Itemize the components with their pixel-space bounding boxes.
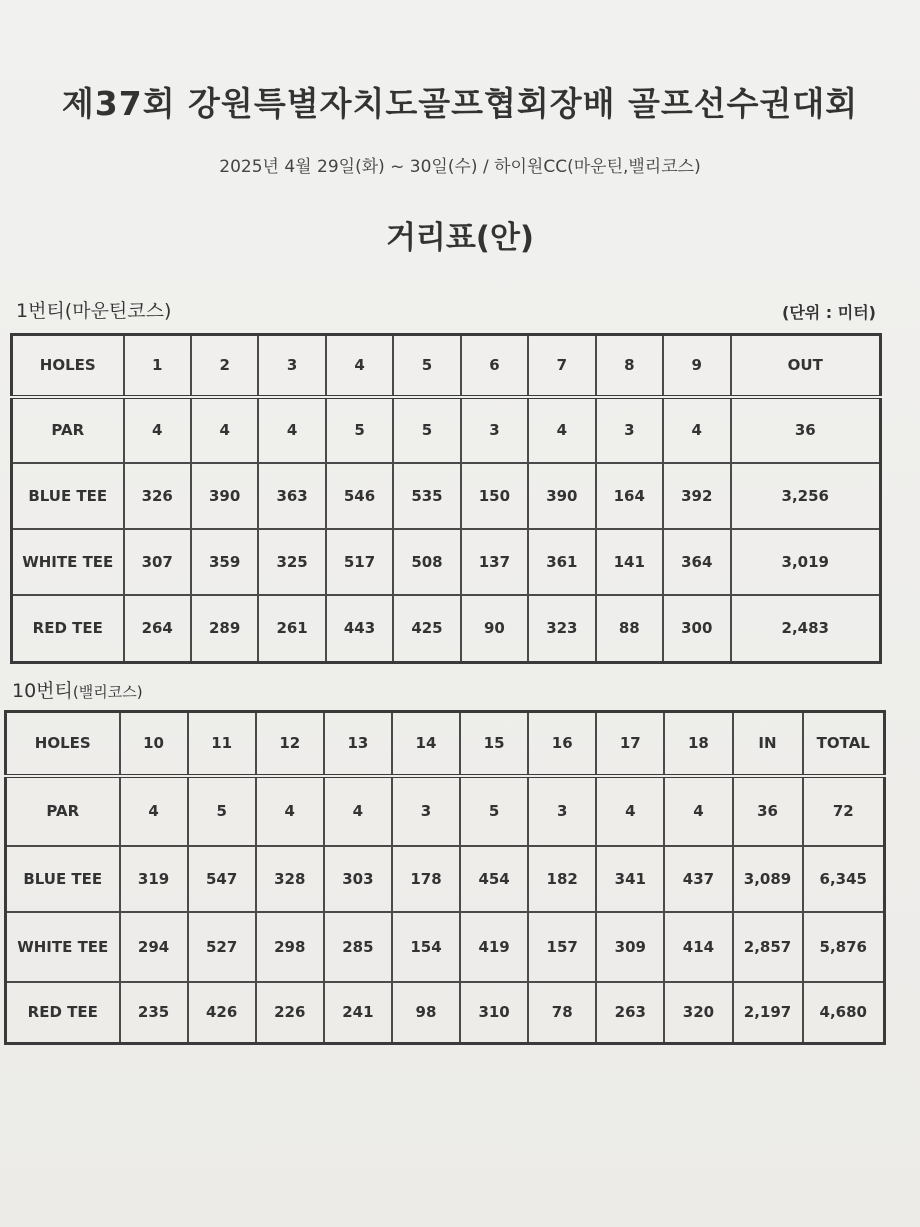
table-cell: 325 xyxy=(258,529,325,595)
header-cell: 9 xyxy=(663,335,731,397)
table-cell: 3 xyxy=(596,397,663,463)
table-cell: 2,483 xyxy=(731,595,881,663)
header-cell: 5 xyxy=(393,335,460,397)
table-cell: 6,345 xyxy=(803,846,885,912)
table-cell: 3 xyxy=(461,397,528,463)
header-cell: 10 xyxy=(120,712,188,776)
row-label-cell: RED TEE xyxy=(6,982,120,1044)
table-cell: 72 xyxy=(803,776,885,846)
section1-label-main: 1번티 xyxy=(16,300,65,322)
table-cell: 341 xyxy=(596,846,664,912)
table-cell: 3,019 xyxy=(731,529,881,595)
header-cell: 4 xyxy=(326,335,393,397)
table-cell: 3,256 xyxy=(731,463,881,529)
header-cell: OUT xyxy=(731,335,881,397)
table-cell: 235 xyxy=(120,982,188,1044)
header-cell: 8 xyxy=(596,335,663,397)
table-cell: 4 xyxy=(191,397,258,463)
table-cell: 2,857 xyxy=(733,912,803,982)
table-cell: 535 xyxy=(393,463,460,529)
table-cell: 3 xyxy=(392,776,460,846)
row-label-cell: BLUE TEE xyxy=(6,846,120,912)
table-cell: 454 xyxy=(460,846,528,912)
table-cell: 328 xyxy=(256,846,324,912)
tournament-subtitle: 2025년 4월 29일(화) ~ 30일(수) / 하이원CC(마운틴,밸리코스) xyxy=(219,157,701,177)
table-cell: 425 xyxy=(393,595,460,663)
table-cell: 90 xyxy=(461,595,528,663)
tournament-title: 제37회 강원특별자치도골프협회장배 골프선수권대회 xyxy=(61,84,859,123)
table-cell: 4 xyxy=(528,397,595,463)
table-cell: 154 xyxy=(392,912,460,982)
distance-table-out-body xyxy=(12,335,881,663)
section1-label-sub: (마운틴코스) xyxy=(64,300,172,322)
table-cell: 289 xyxy=(191,595,258,663)
table-cell: 88 xyxy=(596,595,663,663)
table-cell: 437 xyxy=(664,846,732,912)
document-title: 거리표(안) xyxy=(385,220,535,256)
header-cell: 1 xyxy=(124,335,191,397)
header-cell: 14 xyxy=(392,712,460,776)
table-cell: 157 xyxy=(528,912,596,982)
table-cell: 150 xyxy=(461,463,528,529)
table-cell: 178 xyxy=(392,846,460,912)
table-cell: 3,089 xyxy=(733,846,803,912)
row-label-cell: HOLES xyxy=(12,335,124,397)
header-cell: 3 xyxy=(258,335,325,397)
table-cell: 36 xyxy=(731,397,881,463)
table-cell: 303 xyxy=(324,846,392,912)
row-label-cell: WHITE TEE xyxy=(6,912,120,982)
table-cell: 4 xyxy=(124,397,191,463)
table-cell: 4 xyxy=(664,776,732,846)
header-cell: 7 xyxy=(528,335,595,397)
distance-table-out xyxy=(10,333,882,664)
distance-table-in-body xyxy=(6,712,885,1044)
table-cell: 5 xyxy=(326,397,393,463)
table-cell: 298 xyxy=(256,912,324,982)
table-cell: 4 xyxy=(120,776,188,846)
table-cell: 392 xyxy=(663,463,731,529)
table-row xyxy=(6,982,885,1044)
table-cell: 419 xyxy=(460,912,528,982)
section2-label xyxy=(12,676,143,703)
table-row xyxy=(6,846,885,912)
distance-table-in xyxy=(4,710,886,1045)
table-cell: 426 xyxy=(188,982,256,1044)
table-cell: 546 xyxy=(326,463,393,529)
table-cell: 323 xyxy=(528,595,595,663)
table-cell: 263 xyxy=(596,982,664,1044)
table-cell: 5 xyxy=(188,776,256,846)
table-cell: 4 xyxy=(324,776,392,846)
table-cell: 78 xyxy=(528,982,596,1044)
row-label-cell: PAR xyxy=(6,776,120,846)
table-cell: 300 xyxy=(663,595,731,663)
table-header-row xyxy=(6,712,885,776)
row-label-cell: PAR xyxy=(12,397,124,463)
table-cell: 363 xyxy=(258,463,325,529)
header-cell: 15 xyxy=(460,712,528,776)
table-cell: 4 xyxy=(663,397,731,463)
section1-label xyxy=(16,296,171,323)
table-cell: 164 xyxy=(596,463,663,529)
header-cell: 16 xyxy=(528,712,596,776)
table-row xyxy=(6,776,885,846)
table-cell: 3 xyxy=(528,776,596,846)
table-row xyxy=(12,463,881,529)
header-cell: 17 xyxy=(596,712,664,776)
header-cell: 2 xyxy=(191,335,258,397)
table-row xyxy=(12,595,881,663)
header-cell: IN xyxy=(733,712,803,776)
table-cell: 390 xyxy=(528,463,595,529)
table-cell: 4 xyxy=(596,776,664,846)
table-row xyxy=(12,529,881,595)
table-cell: 517 xyxy=(326,529,393,595)
table-cell: 261 xyxy=(258,595,325,663)
table-cell: 5 xyxy=(460,776,528,846)
table-cell: 508 xyxy=(393,529,460,595)
header-cell: 11 xyxy=(188,712,256,776)
table-cell: 364 xyxy=(663,529,731,595)
table-header-row xyxy=(12,335,881,397)
row-label-cell: RED TEE xyxy=(12,595,124,663)
table-cell: 310 xyxy=(460,982,528,1044)
table-cell: 36 xyxy=(733,776,803,846)
table-cell: 307 xyxy=(124,529,191,595)
table-cell: 547 xyxy=(188,846,256,912)
header-cell: TOTAL xyxy=(803,712,885,776)
table-cell: 443 xyxy=(326,595,393,663)
table-cell: 226 xyxy=(256,982,324,1044)
unit-label: (단위 : 미터) xyxy=(782,303,876,322)
table-cell: 4 xyxy=(256,776,324,846)
table-cell: 285 xyxy=(324,912,392,982)
table-cell: 294 xyxy=(120,912,188,982)
header-cell: 12 xyxy=(256,712,324,776)
table-cell: 361 xyxy=(528,529,595,595)
table-cell: 137 xyxy=(461,529,528,595)
table-cell: 5,876 xyxy=(803,912,885,982)
table-cell: 4,680 xyxy=(803,982,885,1044)
header-cell: 6 xyxy=(461,335,528,397)
header-cell: 13 xyxy=(324,712,392,776)
table-cell: 414 xyxy=(664,912,732,982)
table-cell: 390 xyxy=(191,463,258,529)
row-label-cell: HOLES xyxy=(6,712,120,776)
header-cell: 18 xyxy=(664,712,732,776)
table-cell: 264 xyxy=(124,595,191,663)
table-cell: 182 xyxy=(528,846,596,912)
row-label-cell: WHITE TEE xyxy=(12,529,124,595)
table-cell: 319 xyxy=(120,846,188,912)
table-cell: 5 xyxy=(393,397,460,463)
table-cell: 141 xyxy=(596,529,663,595)
table-row xyxy=(12,397,881,463)
table-cell: 2,197 xyxy=(733,982,803,1044)
table-cell: 4 xyxy=(258,397,325,463)
table-cell: 527 xyxy=(188,912,256,982)
table-cell: 326 xyxy=(124,463,191,529)
table-cell: 98 xyxy=(392,982,460,1044)
section2-label-sub: (밸리코스) xyxy=(72,683,143,701)
section2-label-main: 10번티 xyxy=(12,680,73,702)
table-row xyxy=(6,912,885,982)
table-cell: 359 xyxy=(191,529,258,595)
row-label-cell: BLUE TEE xyxy=(12,463,124,529)
table-cell: 309 xyxy=(596,912,664,982)
table-cell: 320 xyxy=(664,982,732,1044)
table-cell: 241 xyxy=(324,982,392,1044)
